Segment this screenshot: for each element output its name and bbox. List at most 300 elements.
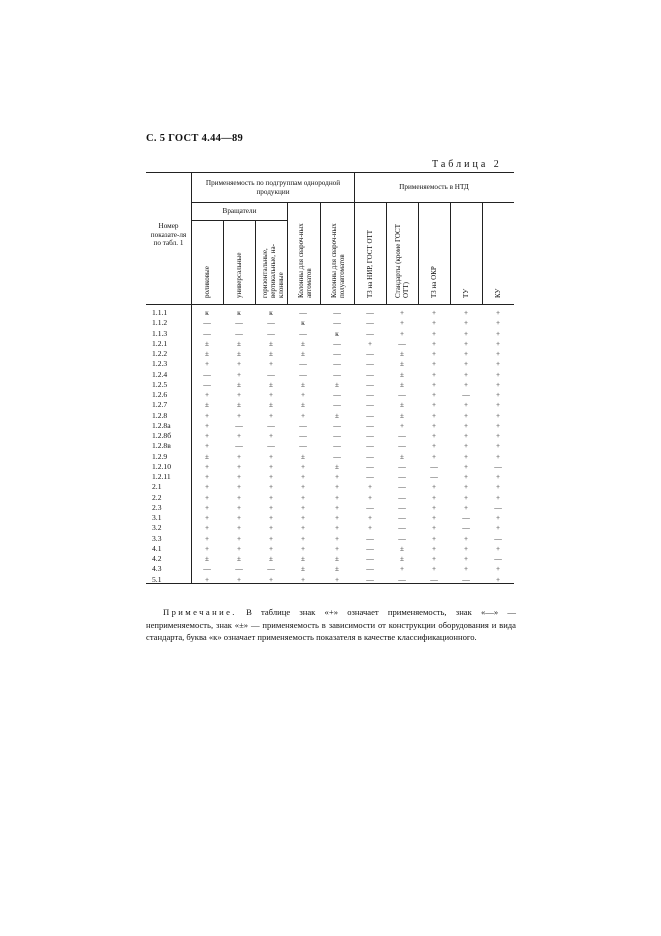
table-cell: ± <box>300 400 306 410</box>
table-cell: + <box>268 410 274 420</box>
table-cell: ± <box>268 338 274 348</box>
table-cell: ± <box>204 349 210 358</box>
table-cell: ± <box>399 543 405 553</box>
table-cell: + <box>236 492 242 502</box>
column-rule <box>418 202 419 305</box>
subgroup-header-rotators: Вращатели <box>222 207 257 215</box>
table-cell: — <box>267 564 275 574</box>
table-cell: ± <box>268 349 274 358</box>
row-number: 1.2.8а <box>152 420 171 430</box>
table-cell: — <box>366 349 374 358</box>
note-text: В таблице знак «+» означает применяемость, знак «—» — неприменяемость, знак «±» — применяемость в зависимости от конструкции оборудования и вида стандарта, буква «к» означает применяемость показателя в качестве классификационного. <box>146 607 516 643</box>
table-cell: к <box>237 308 241 317</box>
table-cell: + <box>236 359 242 369</box>
table-cell: — <box>333 431 341 440</box>
table-cell: + <box>204 513 210 522</box>
table-cell: + <box>431 523 437 533</box>
table-cell: + <box>463 472 469 481</box>
table-cell: + <box>431 533 437 543</box>
table-cell: ± <box>300 379 306 389</box>
table-cell: + <box>204 420 210 430</box>
table-cell: — <box>333 349 341 358</box>
table-cell: — <box>430 472 438 481</box>
table-cell: — <box>398 482 406 492</box>
table-cell: + <box>268 431 274 440</box>
table-cell: ± <box>399 369 405 379</box>
table-cell: + <box>495 513 501 522</box>
column-rule <box>255 220 256 305</box>
row-number: 1.2.11 <box>152 472 171 481</box>
table-cell: — <box>366 533 374 543</box>
table-top-rule <box>146 172 514 173</box>
table-cell: ± <box>399 379 405 389</box>
row-number: 1.1.1 <box>152 308 168 317</box>
table-cell: — <box>333 390 341 399</box>
column-rule <box>320 202 321 305</box>
table-cell: + <box>463 379 469 389</box>
table-cell: + <box>495 359 501 369</box>
table-cell: ± <box>399 349 405 358</box>
table-cell: — <box>299 328 307 338</box>
table-cell: — <box>462 390 470 399</box>
table-cell: ± <box>399 554 405 563</box>
table-cell: — <box>494 461 502 471</box>
table-cell: + <box>463 451 469 461</box>
table-cell: + <box>300 410 306 420</box>
applicability-table <box>146 172 514 584</box>
table-cell: — <box>366 554 374 563</box>
table-cell: + <box>431 543 437 553</box>
row-number: 1.2.2 <box>152 349 168 358</box>
column-header: Колонны для свароч-ных автоматов <box>297 223 313 298</box>
table-cell: — <box>366 318 374 328</box>
table-cell: + <box>236 543 242 553</box>
table-cell: + <box>431 513 437 522</box>
table-cell: + <box>204 533 210 543</box>
table-cell: ± <box>399 451 405 461</box>
table-cell: — <box>333 359 341 369</box>
table-cell: ± <box>399 359 405 369</box>
table-cell: — <box>462 523 470 533</box>
table-cell: + <box>367 513 373 522</box>
row-number: 2.1 <box>152 482 162 492</box>
table-cell: — <box>333 420 341 430</box>
row-number: 4.3 <box>152 564 162 574</box>
table-cell: ± <box>300 451 306 461</box>
row-number: 1.2.1 <box>152 338 168 348</box>
table-cell: + <box>236 533 242 543</box>
row-number: 1.2.8в <box>152 441 171 451</box>
table-cell: + <box>204 441 210 451</box>
table-cell: + <box>399 328 405 338</box>
column-header: КУ <box>494 288 502 298</box>
table-cell: + <box>334 492 340 502</box>
table-caption: Таблица 2 <box>432 159 502 170</box>
table-cell: — <box>267 420 275 430</box>
table-cell: + <box>463 359 469 369</box>
table-cell: — <box>235 420 243 430</box>
table-cell: + <box>300 390 306 399</box>
table-note <box>146 606 516 644</box>
table-cell: + <box>367 492 373 502</box>
table-cell: + <box>204 482 210 492</box>
column-header: Стандарты (кроме ГОСТ ОТТ) <box>394 223 410 298</box>
table-cell: + <box>431 369 437 379</box>
table-cell: + <box>334 543 340 553</box>
table-cell: + <box>300 461 306 471</box>
table-cell: ± <box>268 379 274 389</box>
table-cell: — <box>267 441 275 451</box>
table-cell: — <box>366 472 374 481</box>
table-cell: — <box>398 461 406 471</box>
table-cell: + <box>431 328 437 338</box>
table-cell: + <box>431 420 437 430</box>
table-cell: — <box>333 400 341 410</box>
row-number: 1.2.8 <box>152 410 168 420</box>
table-cell: + <box>495 523 501 533</box>
table-cell: — <box>398 533 406 543</box>
table-cell: + <box>204 574 210 584</box>
table-cell: — <box>366 431 374 440</box>
table-cell: — <box>299 420 307 430</box>
table-cell: — <box>430 574 438 584</box>
table-cell: + <box>431 379 437 389</box>
column-rule <box>287 202 288 305</box>
table-cell: — <box>462 574 470 584</box>
table-cell: + <box>268 482 274 492</box>
table-cell: — <box>494 502 502 512</box>
table-cell: + <box>463 328 469 338</box>
table-cell: ± <box>399 400 405 410</box>
table-cell: — <box>494 533 502 543</box>
row-number: 2.2 <box>152 492 162 502</box>
table-cell: + <box>334 574 340 584</box>
row-number: 3.1 <box>152 513 162 522</box>
table-cell: к <box>269 308 273 317</box>
row-number: 1.2.3 <box>152 359 168 369</box>
table-cell: — <box>203 564 211 574</box>
group2-header: Применяемость в НТД <box>399 183 469 191</box>
table-cell: — <box>267 369 275 379</box>
table-cell: + <box>300 513 306 522</box>
table-cell: + <box>334 502 340 512</box>
table-cell: + <box>463 482 469 492</box>
table-cell: + <box>268 461 274 471</box>
table-cell: + <box>431 482 437 492</box>
table-cell: — <box>333 369 341 379</box>
table-cell: + <box>495 420 501 430</box>
table-cell: ± <box>334 554 340 563</box>
table-cell: + <box>431 400 437 410</box>
table-cell: + <box>463 400 469 410</box>
table-cell: + <box>268 472 274 481</box>
table-cell: — <box>398 574 406 584</box>
table-cell: ± <box>334 564 340 574</box>
table-cell: — <box>366 502 374 512</box>
table-cell: + <box>431 410 437 420</box>
table-cell: — <box>366 400 374 410</box>
table-cell: + <box>495 369 501 379</box>
table-cell: ± <box>204 400 210 410</box>
table-cell: + <box>236 502 242 512</box>
note-lead: Примечание. <box>163 607 237 617</box>
table-cell: + <box>495 328 501 338</box>
table-cell: + <box>268 359 274 369</box>
table-cell: + <box>495 400 501 410</box>
table-cell: + <box>431 441 437 451</box>
table-cell: — <box>333 441 341 451</box>
table-cell: — <box>366 369 374 379</box>
table-cell: — <box>235 441 243 451</box>
table-cell: + <box>300 543 306 553</box>
table-cell: — <box>398 492 406 502</box>
table-cell: + <box>463 543 469 553</box>
column-rule <box>223 220 224 305</box>
group-divider-rule <box>354 172 355 305</box>
table-cell: ± <box>399 410 405 420</box>
table-cell: + <box>495 338 501 348</box>
table-cell: + <box>300 523 306 533</box>
table-cell: + <box>431 390 437 399</box>
table-cell: + <box>495 431 501 440</box>
table-cell: + <box>495 543 501 553</box>
column-header: Колонны для свароч-ных полуавтоматов <box>330 223 346 298</box>
table-cell: + <box>399 308 405 317</box>
table-cell: + <box>463 492 469 502</box>
table-cell: ± <box>268 400 274 410</box>
table-cell: — <box>366 420 374 430</box>
column-header: роликовые <box>203 266 211 298</box>
table-cell: — <box>398 502 406 512</box>
column-header: универсальные <box>235 252 243 298</box>
table-cell: — <box>366 359 374 369</box>
table-cell: к <box>301 318 305 328</box>
table-cell: + <box>431 318 437 328</box>
table-cell: — <box>430 461 438 471</box>
table-cell: + <box>495 451 501 461</box>
row-number: 1.1.3 <box>152 328 168 338</box>
table-cell: ± <box>204 338 210 348</box>
table-cell: + <box>300 492 306 502</box>
table-cell: + <box>204 492 210 502</box>
table-cell: + <box>236 574 242 584</box>
table-cell: + <box>431 502 437 512</box>
table-cell: — <box>203 379 211 389</box>
table-cell: + <box>431 349 437 358</box>
table-cell: + <box>495 318 501 328</box>
table-cell: + <box>204 461 210 471</box>
table-cell: + <box>495 308 501 317</box>
table-cell: + <box>300 533 306 543</box>
table-cell: + <box>204 390 210 399</box>
table-cell: + <box>236 513 242 522</box>
row-number: 1.2.8б <box>152 431 172 440</box>
table-cell: + <box>268 451 274 461</box>
table-cell: — <box>398 523 406 533</box>
table-cell: + <box>268 533 274 543</box>
table-cell: ± <box>300 564 306 574</box>
table-cell: + <box>463 308 469 317</box>
table-cell: + <box>463 420 469 430</box>
table-cell: — <box>203 318 211 328</box>
table-cell: + <box>463 410 469 420</box>
table-cell: + <box>463 461 469 471</box>
subgroup-bottom-rule <box>191 220 287 221</box>
table-cell: — <box>398 472 406 481</box>
table-cell: + <box>204 502 210 512</box>
table-cell: + <box>204 359 210 369</box>
table-cell: + <box>431 554 437 563</box>
table-cell: — <box>267 328 275 338</box>
table-cell: + <box>268 513 274 522</box>
table-cell: — <box>366 328 374 338</box>
table-cell: + <box>334 513 340 522</box>
table-cell: + <box>334 472 340 481</box>
table-cell: к <box>205 308 209 317</box>
table-cell: + <box>204 543 210 553</box>
table-cell: — <box>366 543 374 553</box>
table-cell: + <box>204 410 210 420</box>
table-cell: + <box>463 318 469 328</box>
table-cell: ± <box>204 451 210 461</box>
table-cell: + <box>495 574 501 584</box>
table-cell: — <box>299 308 307 317</box>
table-cell: — <box>366 574 374 584</box>
table-cell: — <box>203 369 211 379</box>
table-cell: — <box>299 441 307 451</box>
table-cell: — <box>462 513 470 522</box>
table-cell: ± <box>236 400 242 410</box>
table-cell: + <box>431 564 437 574</box>
row-number: 5.1 <box>152 574 162 584</box>
table-cell: + <box>495 349 501 358</box>
table-cell: + <box>431 451 437 461</box>
row-number: 1.2.7 <box>152 400 168 410</box>
table-cell: + <box>236 461 242 471</box>
table-cell: — <box>235 564 243 574</box>
table-cell: + <box>300 482 306 492</box>
table-cell: + <box>204 431 210 440</box>
table-cell: ± <box>300 554 306 563</box>
table-cell: ± <box>300 349 306 358</box>
row-number: 1.2.9 <box>152 451 168 461</box>
table-cell: + <box>495 390 501 399</box>
row-number-header: Номер показате-ля по табл. 1 <box>150 222 187 247</box>
table-cell: + <box>463 369 469 379</box>
table-cell: + <box>463 502 469 512</box>
table-cell: + <box>236 451 242 461</box>
table-cell: — <box>299 431 307 440</box>
table-cell: — <box>366 308 374 317</box>
column-rule <box>386 202 387 305</box>
row-number: 1.2.6 <box>152 390 168 399</box>
row-number: 4.2 <box>152 554 162 563</box>
table-cell: — <box>366 410 374 420</box>
table-cell: + <box>236 482 242 492</box>
table-cell: + <box>463 338 469 348</box>
table-cell: — <box>398 431 406 440</box>
table-cell: + <box>236 472 242 481</box>
table-cell: + <box>431 431 437 440</box>
table-cell: + <box>495 472 501 481</box>
table-cell: — <box>494 554 502 563</box>
table-cell: + <box>236 410 242 420</box>
table-cell: + <box>463 533 469 543</box>
table-cell: + <box>300 574 306 584</box>
table-cell: + <box>463 564 469 574</box>
table-cell: ± <box>236 338 242 348</box>
group2-bottom-rule <box>354 202 514 203</box>
table-cell: — <box>267 318 275 328</box>
table-cell: ± <box>334 461 340 471</box>
row-number: 1.1.2 <box>152 318 168 328</box>
table-cell: + <box>300 502 306 512</box>
table-cell: + <box>268 492 274 502</box>
table-cell: — <box>398 338 406 348</box>
table-cell: ± <box>334 379 340 389</box>
column-rule <box>450 202 451 305</box>
table-cell: + <box>431 338 437 348</box>
table-cell: + <box>399 420 405 430</box>
table-cell: к <box>335 328 339 338</box>
table-cell: + <box>495 379 501 389</box>
table-cell: ± <box>204 554 210 563</box>
table-cell: — <box>333 318 341 328</box>
row-number: 1.2.5 <box>152 379 168 389</box>
table-cell: + <box>495 564 501 574</box>
table-cell: + <box>495 482 501 492</box>
column-header: ТУ <box>462 288 470 298</box>
table-cell: — <box>366 390 374 399</box>
row-number: 3.3 <box>152 533 162 543</box>
table-cell: + <box>236 431 242 440</box>
row-number: 4.1 <box>152 543 162 553</box>
table-cell: — <box>299 369 307 379</box>
table-cell: + <box>367 338 373 348</box>
table-cell: — <box>235 318 243 328</box>
table-cell: + <box>268 390 274 399</box>
table-cell: + <box>334 523 340 533</box>
table-cell: — <box>398 513 406 522</box>
row-number: 2.3 <box>152 502 162 512</box>
table-cell: + <box>399 318 405 328</box>
table-cell: — <box>333 451 341 461</box>
table-cell: + <box>367 523 373 533</box>
column-header: ТЗ на НИР, ГОСТ ОТТ <box>366 229 374 298</box>
table-cell: ± <box>236 379 242 389</box>
table-cell: — <box>235 328 243 338</box>
table-cell: + <box>463 554 469 563</box>
table-cell: + <box>204 523 210 533</box>
table-cell: ± <box>268 554 274 563</box>
table-cell: + <box>431 492 437 502</box>
table-cell: ± <box>236 349 242 358</box>
stub-column-rule <box>191 172 192 584</box>
table-cell: ± <box>334 410 340 420</box>
table-cell: + <box>431 308 437 317</box>
page-header: С. 5 ГОСТ 4.44—89 <box>146 133 244 144</box>
table-cell: + <box>431 359 437 369</box>
table-cell: + <box>367 482 373 492</box>
table-cell: — <box>333 308 341 317</box>
table-cell: + <box>463 441 469 451</box>
table-cell: + <box>236 369 242 379</box>
table-cell: ± <box>236 554 242 563</box>
table-cell: + <box>268 543 274 553</box>
row-number: 1.2.4 <box>152 369 168 379</box>
column-header: горизонтальные, вертикальные, на-клонные <box>261 244 285 298</box>
table-cell: + <box>204 472 210 481</box>
